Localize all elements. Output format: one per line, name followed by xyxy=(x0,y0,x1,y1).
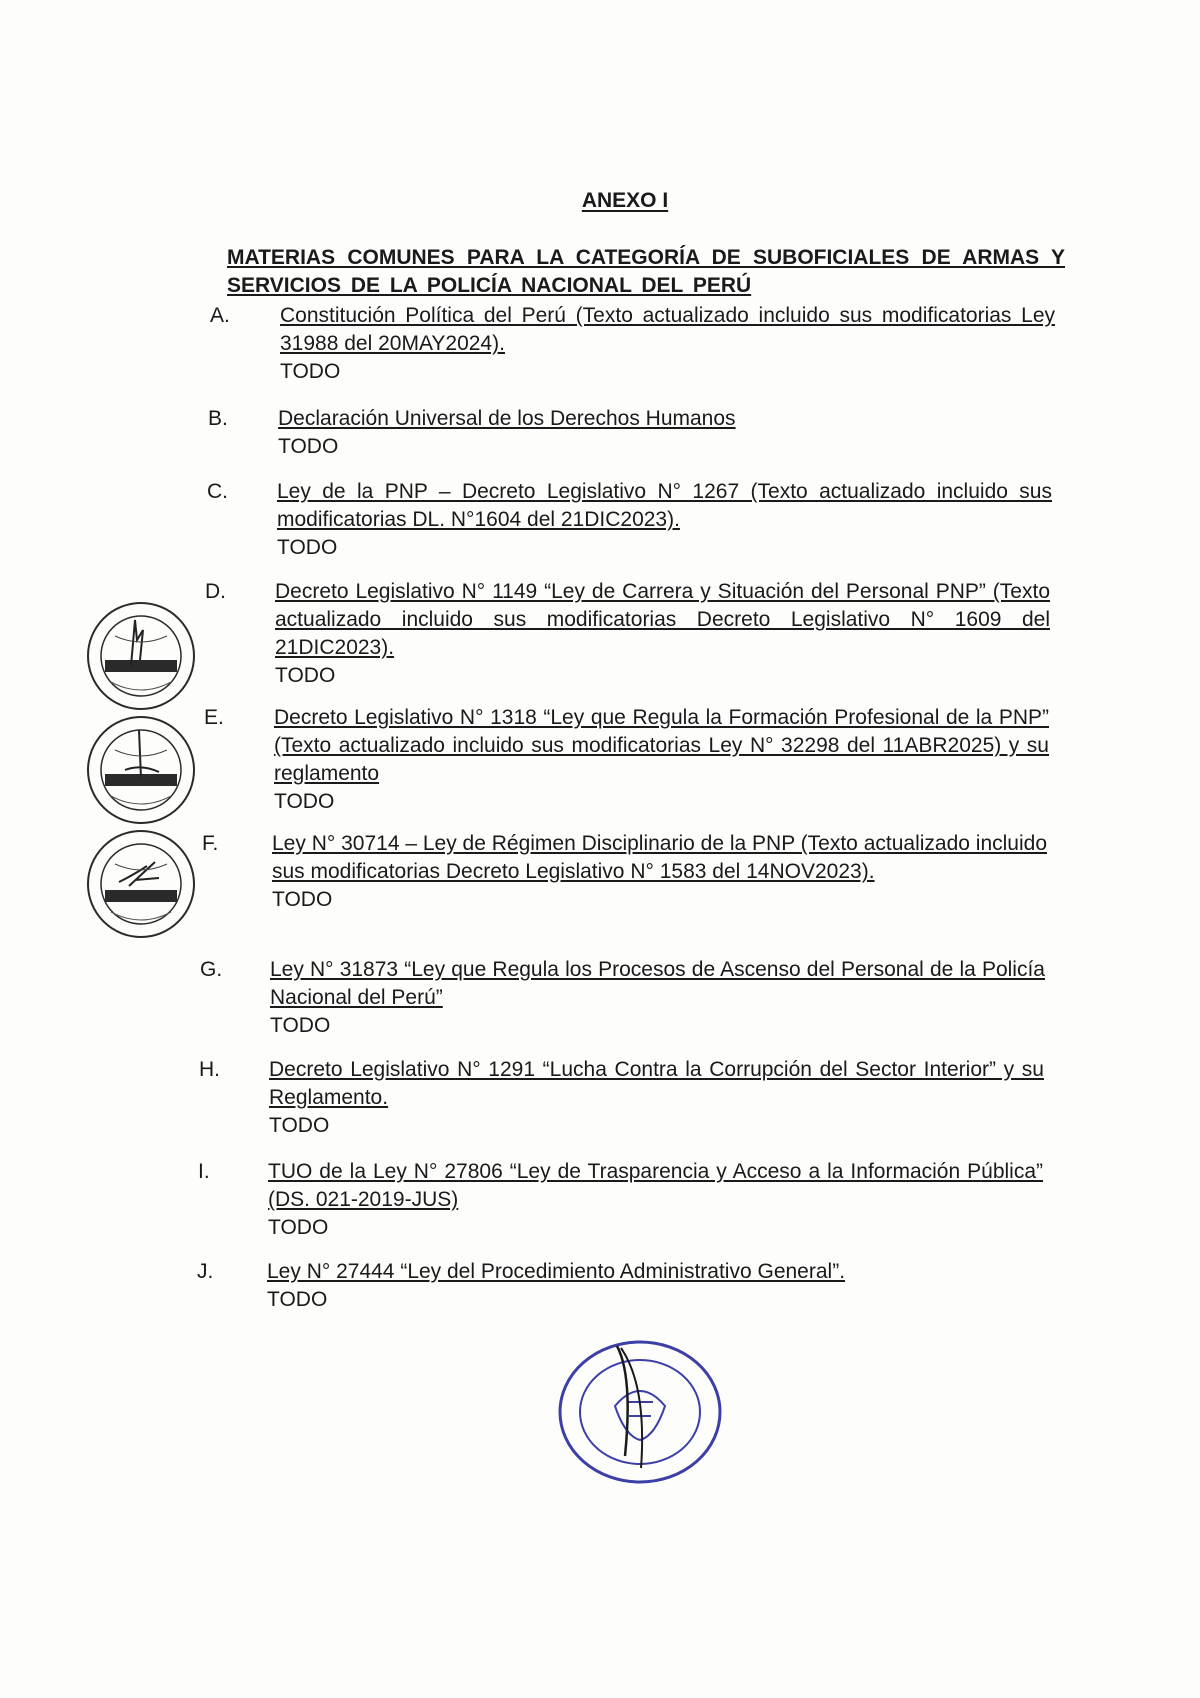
item-text: Ley de la PNP – Decreto Legislativo N° 1267 (Texto actualizado incluido sus modificatorias DL. N°1604 del 21DIC2023). xyxy=(277,480,1052,531)
item-scope: TODO xyxy=(270,1014,331,1037)
seal-icon xyxy=(85,600,197,712)
item-text: Ley N° 31873 “Ley que Regula los Procesos de Ascenso del Personal de la Policía Nacional del Perú” xyxy=(270,958,1045,1009)
item-text: TUO de la Ley N° 27806 “Ley de Trasparencia y Acceso a la Información Pública” (DS. 021-2019-JUS) xyxy=(268,1160,1043,1211)
seal-stamp-1 xyxy=(85,600,197,712)
main-seal-stamp xyxy=(555,1336,725,1486)
seal-stamp-2 xyxy=(85,714,197,826)
item-text: Decreto Legislativo N° 1318 “Ley que Regula la Formación Profesional de la PNP” (Texto actualizado incluido sus modificatorias Ley N° 32298 del 11ABR2025) y su reglamento xyxy=(274,706,1049,785)
item-text: Decreto Legislativo N° 1291 “Lucha Contra la Corrupción del Sector Interior” y su Reglamento. xyxy=(269,1058,1044,1109)
item-letter: H. xyxy=(199,1058,220,1081)
item-scope: TODO xyxy=(272,888,333,911)
item-text: Ley N° 27444 “Ley del Procedimiento Administrativo General”. xyxy=(267,1260,846,1283)
item-text: Constitución Política del Perú (Texto actualizado incluido sus modificatorias Ley 31988 del 20MAY2024). xyxy=(280,304,1055,355)
item-letter: B. xyxy=(208,407,228,430)
item-letter: D. xyxy=(205,580,226,603)
item-letter: E. xyxy=(204,706,224,729)
seal-stamp-3 xyxy=(85,828,197,940)
item-letter: J. xyxy=(197,1260,214,1283)
item-text: Declaración Universal de los Derechos Humanos xyxy=(278,407,736,430)
item-letter: A. xyxy=(210,304,230,327)
item-text: Ley N° 30714 – Ley de Régimen Disciplinario de la PNP (Texto actualizado incluido sus modificatorias Decreto Legislativo N° 1583 del 14NOV2023). xyxy=(272,832,1047,883)
item-letter: G. xyxy=(200,958,223,981)
item-scope: TODO xyxy=(278,435,339,458)
seal-icon xyxy=(85,828,197,940)
item-scope: TODO xyxy=(280,360,341,383)
annex-title: ANEXO I xyxy=(581,189,669,212)
item-scope: TODO xyxy=(269,1114,330,1137)
item-letter: F. xyxy=(202,832,219,855)
item-scope: TODO xyxy=(274,790,335,813)
item-scope: TODO xyxy=(268,1216,329,1239)
item-scope: TODO xyxy=(275,664,336,687)
item-scope: TODO xyxy=(267,1288,328,1311)
item-text: Decreto Legislativo N° 1149 “Ley de Carrera y Situación del Personal PNP” (Texto actualizado incluido sus modificatorias Decreto Legislativo N° 1609 del 21DIC2023). xyxy=(275,580,1050,659)
subject-title: MATERIAS COMUNES PARA LA CATEGORÍA DE SUBOFICIALES DE ARMAS Y SERVICIOS DE LA POLICÍA NACIONAL DEL PERÚ xyxy=(227,246,1065,297)
seal-icon xyxy=(85,714,197,826)
item-scope: TODO xyxy=(277,536,338,559)
main-seal-icon xyxy=(555,1336,725,1486)
item-letter: I. xyxy=(198,1160,210,1183)
item-letter: C. xyxy=(207,480,228,503)
